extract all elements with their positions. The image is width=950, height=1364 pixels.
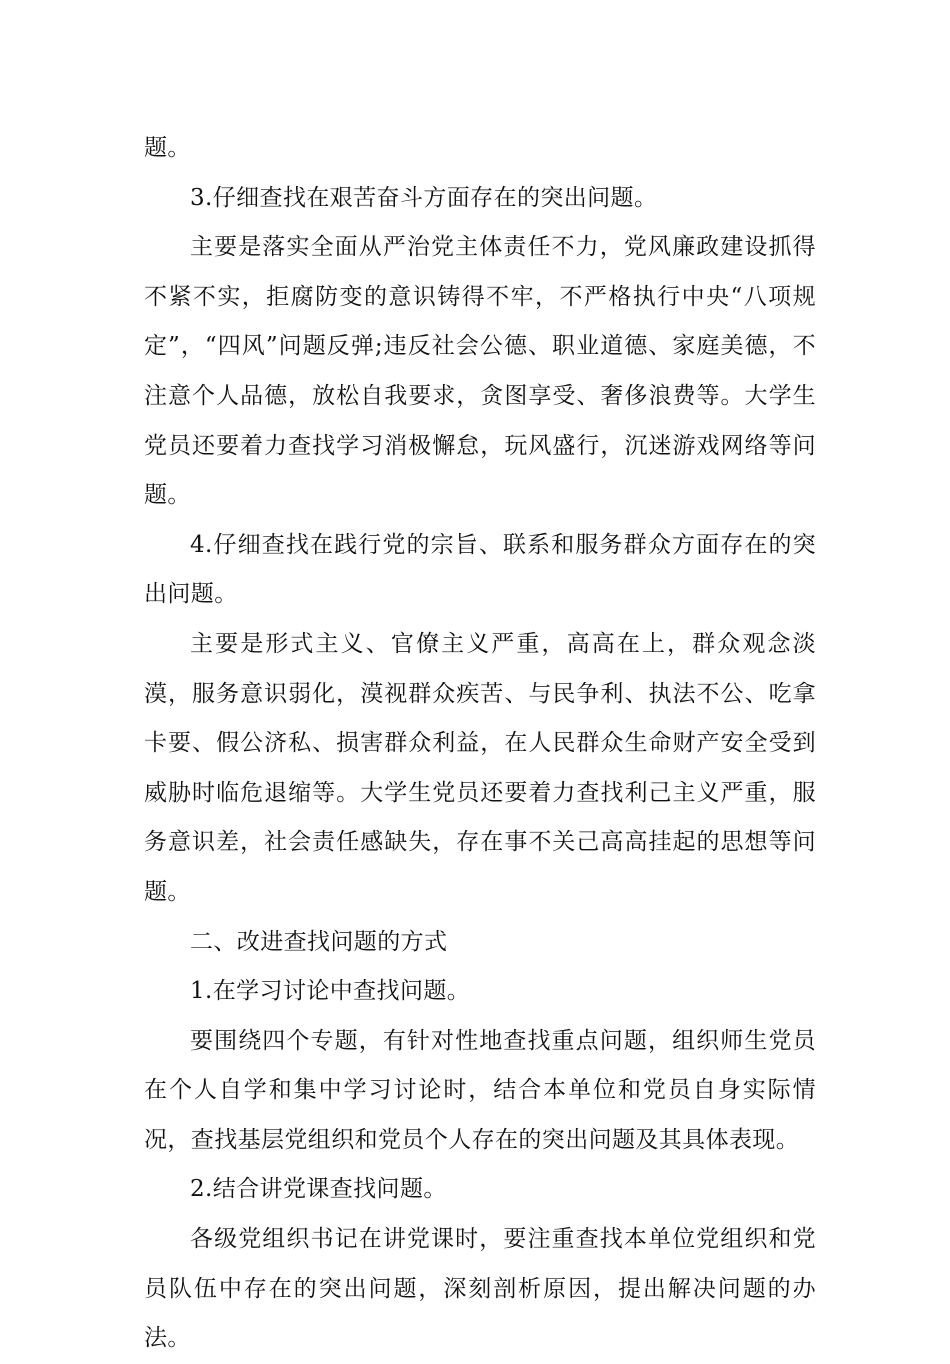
document-body: [144, 124, 816, 1364]
section-item-4-heading: 4.仔细查找在践行党的宗旨、联系和服务群众方面存在的突出问题。: [144, 531, 816, 608]
section-item-4-body: 主要是形式主义、官僚主义严重，高高在上，群众观念淡漠，服务意识弱化，漠视群众疾苦、与民争利、执法不公、吃拿卡要、假公济私、损害群众利益，在人民群众生命财产安全受到威胁时临危退缩等。大学生党员还要着力查找利己主义严重，服务意识差，社会责任感缺失，存在事不关己高高挂起的思想等问题。: [144, 630, 816, 905]
method-item-2-heading: 2.结合讲党课查找问题。: [190, 1176, 447, 1203]
paragraph-continuation: 题。: [144, 135, 191, 161]
method-item-2-body: 各级党组织书记在讲党课时，要注重查找本单位党组织和党员队伍中存在的突出问题，深刻剖析原因，提出解决问题的办法。: [144, 1226, 816, 1352]
method-item-1-body: 要围绕四个专题，有针对性地查找重点问题，组织师生党员在个人自学和集中学习讨论时，结合本单位和党员自身实际情况，查找基层党组织和党员个人存在的突出问题及其具体表现。: [144, 1027, 816, 1153]
section-item-3-body: 主要是落实全面从严治党主体责任不力，党风廉政建设抓得不紧不实，拒腐防变的意识铸得不牢，不严格执行中央“八项规定”，“四风”问题反弹;违反社会公德、职业道德、家庭美德，不注意个人品德，放松自我要求，贪图享受、奢侈浪费等。大学生党员还要着力查找学习消极懈怠，玩风盛行，沉迷游戏网络等问题。: [144, 234, 816, 509]
method-item-1-heading: 1.在学习讨论中查找问题。: [190, 978, 471, 1005]
section-two-heading: 二、改进查找问题的方式: [190, 928, 448, 955]
section-item-3-heading: 3.仔细查找在艰苦奋斗方面存在的突出问题。: [190, 184, 658, 211]
